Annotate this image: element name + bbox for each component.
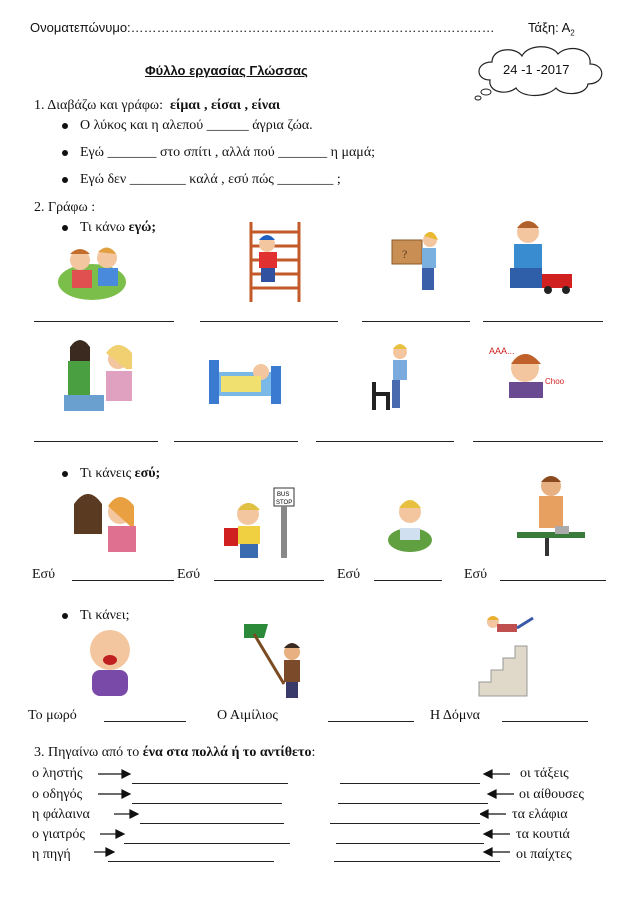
esu-label: Εσύ (464, 567, 488, 582)
answer-line[interactable] (132, 783, 288, 784)
q1-item: Εγώ _______ στο σπίτι , αλλά πού _______ η μαμά; (62, 145, 375, 161)
esu-label: Εσύ (177, 567, 201, 582)
answer-line[interactable] (502, 721, 588, 722)
answer-line[interactable] (316, 441, 454, 442)
q3-left-word: ο γιατρός (32, 827, 85, 842)
answer-line[interactable] (34, 321, 174, 322)
q3-left-word: η φάλαινα (32, 807, 90, 822)
q3-right-word: τα ελάφια (512, 807, 568, 822)
girl-carrying-box-icon (388, 228, 450, 300)
boy-sitting-chair-icon (368, 342, 418, 412)
answer-line[interactable] (328, 721, 414, 722)
q3-left-word: η πηγή (32, 847, 71, 862)
q3-left-word: ο οδηγός (32, 787, 83, 802)
answer-line[interactable] (104, 721, 186, 722)
answer-line[interactable] (334, 861, 500, 862)
page-title: Φύλλο εργασίας Γλώσσας (145, 63, 308, 78)
q3-right-word: οι τάξεις (520, 766, 569, 781)
q1-item: Εγώ δεν ________ καλά , εσύ πώς ________ ; (62, 172, 341, 188)
q3-left-word: ο ληστής (32, 766, 83, 781)
svg-text:STOP: STOP (276, 500, 293, 506)
boy-waving-flag-icon (240, 620, 310, 702)
answer-line[interactable] (214, 580, 324, 581)
boy-sneezing-icon (487, 342, 567, 402)
answer-line[interactable] (140, 823, 284, 824)
answer-line[interactable] (132, 803, 282, 804)
q3-heading: 3. Πηγαίνω από το ένα στα πολλά ή το αντίθετο: (34, 745, 316, 760)
answer-line[interactable] (174, 441, 298, 442)
boy-climbing-ladder-icon (245, 222, 305, 304)
svg-text:AAA...: AAA... (489, 346, 515, 356)
q2-sub1: Τι κάνω εγώ; (62, 220, 156, 236)
q1-item: Ο λύκος και η αλεπού ______ άγρια ζώα. (62, 118, 313, 134)
third-label: Ο Αιμίλιος (217, 708, 278, 723)
q3-right-word: οι αίθουσες (519, 787, 584, 802)
esu-label: Εσύ (337, 567, 361, 582)
man-ironing-icon (515, 472, 587, 558)
answer-line[interactable] (200, 321, 338, 322)
answer-line[interactable] (72, 580, 174, 581)
svg-text:Choo: Choo (545, 377, 565, 386)
name-label: Ονοματεπώνυμο:………………………………………………………………………… (30, 20, 495, 35)
q3-left-arrows (94, 766, 294, 866)
girl-falling-stairs-icon (475, 612, 543, 700)
answer-line[interactable] (124, 843, 290, 844)
baby-crying-icon (78, 620, 142, 700)
girl-reading-icon (382, 494, 440, 556)
answer-line[interactable] (108, 861, 274, 862)
answer-line[interactable] (362, 321, 470, 322)
answer-line[interactable] (473, 441, 603, 442)
svg-text:BUS: BUS (277, 492, 290, 498)
kids-fighting-icon (52, 240, 134, 304)
date-text: 24 -1 -2017 (503, 62, 570, 77)
answer-line[interactable] (336, 843, 484, 844)
q2-heading: 2. Γράφω : (34, 200, 96, 215)
answer-line[interactable] (340, 783, 480, 784)
answer-line[interactable] (34, 441, 158, 442)
answer-line[interactable] (330, 823, 480, 824)
boy-playing-truck-icon (490, 214, 585, 304)
q2-sub3: Τι κάνει; (62, 608, 129, 624)
third-label: Το μωρό (28, 708, 77, 723)
answer-line[interactable] (483, 321, 603, 322)
q1-heading: 1. Διαβάζω και γράφω: είμαι , είσαι , είναι (34, 98, 281, 113)
q3-right-word: οι παίχτες (516, 847, 572, 862)
answer-line[interactable] (374, 580, 442, 581)
boy-bus-stop-icon (220, 484, 298, 560)
class-label: Τάξη: $A_2$ (528, 20, 575, 38)
child-in-bed-icon (205, 350, 285, 412)
woman-makeup-icon (60, 335, 145, 415)
answer-line[interactable] (500, 580, 606, 581)
answer-line[interactable] (338, 803, 488, 804)
third-label: Η Δόμνα (430, 708, 481, 723)
girls-whispering-icon (62, 488, 146, 554)
svg-text:?: ? (402, 247, 408, 261)
q2-sub2: Τι κάνεις εσύ; (62, 466, 160, 482)
q3-right-word: τα κουτιά (516, 827, 570, 842)
esu-label: Εσύ (32, 567, 56, 582)
